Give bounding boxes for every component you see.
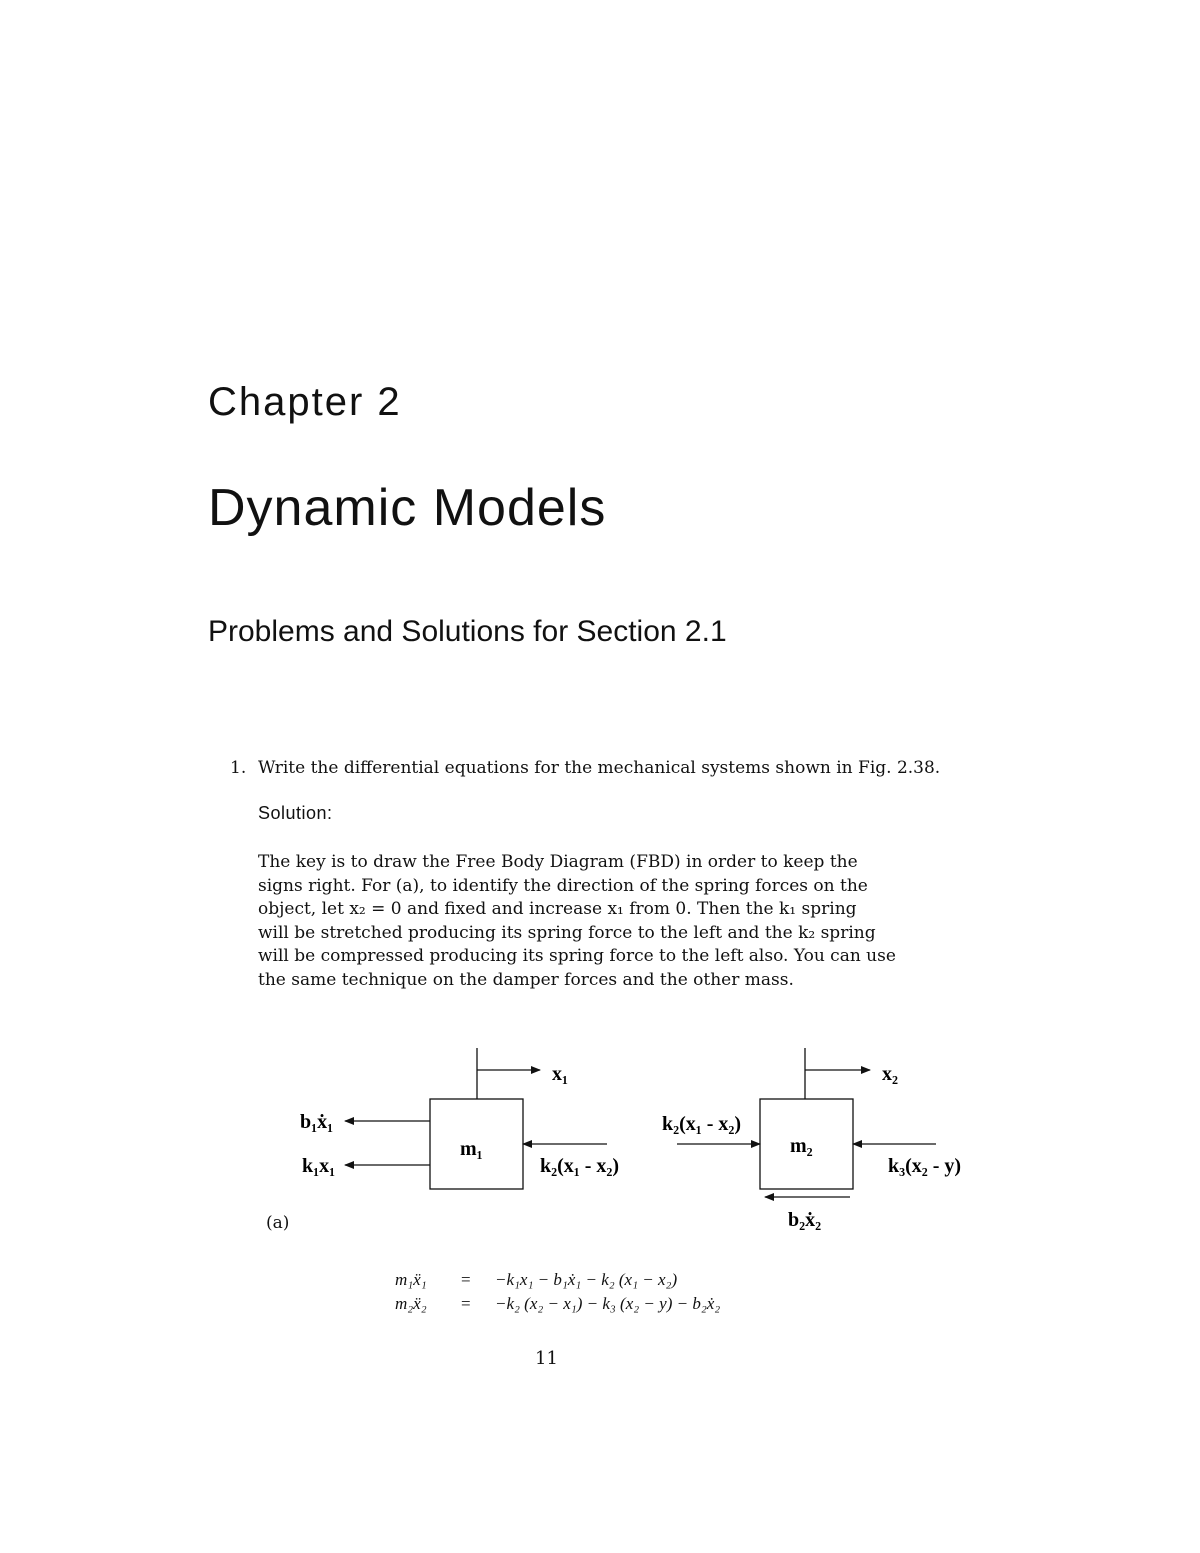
x1-label: x₁ bbox=[552, 1063, 568, 1085]
solution-line: will be stretched producing its spring force to the left and the k₂ spring bbox=[258, 922, 876, 943]
solution-line: The key is to draw the Free Body Diagram (FBD) in order to keep the bbox=[258, 852, 858, 872]
equation-lhs: m₁ẍ₁ bbox=[395, 1270, 427, 1289]
solution-line: signs right. For (a), to identify the direction of the spring forces on the bbox=[258, 875, 868, 896]
chapter-title: Dynamic Models bbox=[208, 479, 607, 537]
mass2-fbd bbox=[662, 1048, 961, 1231]
figure-label: (a) bbox=[266, 1213, 290, 1233]
solution-line: object, let x₂ = 0 and fixed and increase x₁ from 0. Then the k₁ spring bbox=[258, 899, 857, 920]
equation-equals: = bbox=[461, 1270, 471, 1289]
solution-line: the same technique on the damper forces and the other mass. bbox=[258, 969, 794, 990]
k2-force-label-m2: k₂(x₁ - x₂) bbox=[662, 1113, 742, 1135]
equation-rhs: −k₂ (x₂ − x₁) − k₃ (x₂ − y) − b₂ẋ₂ bbox=[495, 1294, 721, 1313]
problem-statement: Write the differential equations for the mechanical systems shown in Fig. 2.38. bbox=[258, 758, 941, 778]
section-title: Problems and Solutions for Section 2.1 bbox=[208, 615, 727, 648]
b2-force-label: b₂ẋ₂ bbox=[788, 1209, 822, 1231]
mass2-label: m₂ bbox=[790, 1135, 813, 1157]
equation-rhs: −k₁x₁ − b₁ẋ₁ − k₂ (x₁ − x₂) bbox=[495, 1270, 678, 1289]
k2-force-label-m1: k₂(x₁ - x₂) bbox=[540, 1155, 620, 1177]
equation-lhs: m₂ẍ₂ bbox=[395, 1294, 427, 1313]
x2-label: x₂ bbox=[882, 1063, 898, 1085]
equation-equals: = bbox=[461, 1294, 471, 1313]
mass1-label: m₁ bbox=[460, 1138, 483, 1160]
k1-force-label: k₁x₁ bbox=[302, 1155, 336, 1177]
problem-number: 1. bbox=[230, 758, 247, 778]
solution-line: will be compressed producing its spring force to the left also. You can use bbox=[258, 946, 896, 967]
b1-force-label: b₁ẋ₁ bbox=[300, 1111, 334, 1133]
page-number: 11 bbox=[535, 1348, 558, 1369]
solution-label: Solution: bbox=[258, 803, 333, 823]
chapter-label: Chapter 2 bbox=[208, 380, 402, 424]
k3-force-label: k₃(x₂ - y) bbox=[888, 1155, 962, 1177]
mass1-fbd bbox=[300, 1048, 619, 1189]
